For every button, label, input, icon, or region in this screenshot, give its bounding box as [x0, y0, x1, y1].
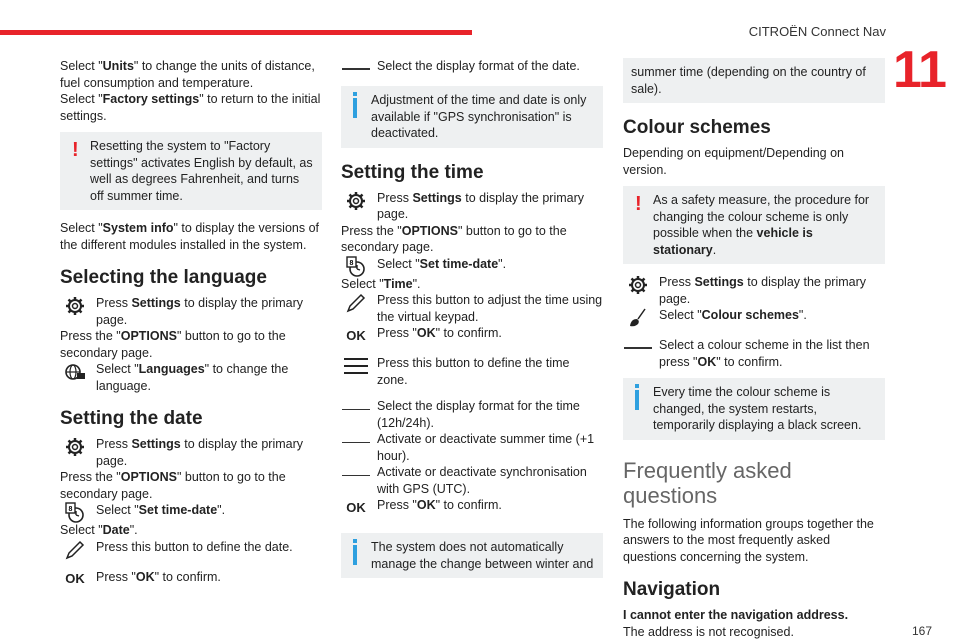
toggle-line-icon: [341, 431, 371, 453]
gear-icon: [60, 436, 90, 458]
ok-icon: OK: [346, 327, 366, 343]
svg-text:8: 8: [349, 259, 354, 267]
time-step-set-time-date: 8 Select "Set time-date".: [341, 256, 603, 276]
date-step-set-time-date: 8 Select "Set time-date".: [60, 502, 322, 522]
date-step-date: Select "Date".: [60, 523, 138, 537]
list-icon: [341, 355, 371, 377]
paragraph-system-info: Select "System info" to display the versions of the different modules installed in the system.: [60, 221, 319, 252]
time-step-summer: Activate or deactivate summer time (+1 hour).: [341, 431, 603, 464]
nav-answer: The address is not recognised.: [623, 624, 794, 639]
time-step-options: Press the "OPTIONS" button to go to the secondary page.: [341, 223, 567, 254]
calendar-icon: [341, 256, 371, 278]
top-accent-bar: [0, 30, 472, 35]
nav-question: I cannot enter the navigation address.: [623, 608, 849, 622]
ok-icon: OK: [346, 499, 366, 515]
step-languages: Select "Languages" to change the language.: [60, 361, 322, 394]
warning-icon: !: [635, 193, 642, 215]
toggle-line-icon: [341, 398, 371, 420]
calendar-icon: [60, 502, 90, 524]
svg-text:8: 8: [68, 506, 73, 513]
format-bar-icon: [623, 337, 653, 359]
pencil-icon: [60, 539, 90, 561]
colour-step-select: Select "Colour schemes".: [623, 307, 885, 327]
page-number: 167: [911, 624, 932, 638]
time-step-format: Select the display format for the time (12h/24h).: [341, 398, 603, 431]
step-date-format: Select the display format of the date.: [341, 58, 603, 78]
ok-icon: OK: [65, 571, 85, 587]
info-icon: [635, 390, 639, 415]
colour-step-settings: Press Settings to display the primary page.: [623, 274, 885, 307]
step-settings: Press Settings to display the primary page.: [60, 295, 322, 328]
info-icon: [353, 98, 357, 123]
heading-navigation: Navigation: [623, 579, 721, 600]
time-step-gps: Activate or deactivate synchronisation with GPS (UTC).: [341, 464, 603, 497]
globe-flag-icon: [60, 361, 90, 383]
gear-icon: [60, 295, 90, 317]
paragraph-units: Select "Units" to change the units of distance, fuel consumption and temperature.: [60, 59, 315, 90]
heading-time: Setting the time: [341, 161, 484, 183]
info-note-colour: Every time the colour scheme is changed, the system restarts, temporarily displaying a black screen.: [623, 378, 885, 440]
brand-header: CITROËN Connect Nav: [748, 24, 886, 39]
heading-faq: Frequently asked questions: [623, 457, 792, 508]
time-step-keypad: Press this button to adjust the time using the virtual keypad.: [341, 292, 603, 325]
colour-intro: Depending on equipment/Depending on version.: [623, 146, 845, 177]
format-bar-icon: [341, 58, 371, 80]
time-step-ok-1: OK Press "OK" to confirm.: [341, 325, 603, 345]
column-1: [60, 58, 322, 589]
date-step-ok: OK Press "OK" to confirm.: [60, 569, 322, 589]
time-step-time: Select "Time".: [341, 276, 421, 291]
info-icon: [353, 545, 357, 570]
time-step-zone: Press this button to define the time zone.: [341, 355, 603, 388]
info-note-summer: The system does not automatically manage the change between winter and: [341, 533, 603, 578]
faq-intro: The following information groups together the answers to the most frequently asked questions concerning the system.: [623, 516, 874, 564]
column-2: [341, 58, 603, 588]
gear-icon: [341, 190, 371, 212]
date-step-settings: Press Settings to display the primary page.: [60, 436, 322, 469]
info-note-gps: Adjustment of the time and date is only available if "GPS synchronisation" is deactivated.: [341, 86, 603, 148]
date-step-options: Press the "OPTIONS" button to go to the secondary page.: [60, 470, 286, 501]
warning-note: ! Resetting the system to "Factory settings" activates English by default, as well as degrees Fahrenheit, and turns off summer time.: [60, 132, 322, 210]
column-3: [623, 58, 885, 640]
gear-icon: [623, 274, 653, 296]
heading-language: Selecting the language: [60, 267, 267, 288]
paragraph-factory: Select "Factory settings" to return to the initial settings.: [60, 92, 321, 123]
heading-date: Setting the date: [60, 408, 203, 429]
date-step-define: Press this button to define the date.: [60, 539, 322, 559]
toggle-line-icon: [341, 464, 371, 486]
colour-step-list: Select a colour scheme in the list then press "OK" to confirm.: [623, 337, 885, 370]
chapter-number: 11: [893, 44, 960, 96]
heading-colour: Colour schemes: [623, 117, 771, 138]
info-note-continued: summer time (depending on the country of sale).: [623, 58, 885, 103]
step-options: Press the "OPTIONS" button to go to the secondary page.: [60, 329, 286, 360]
warning-icon: !: [72, 139, 79, 161]
pencil-icon: [341, 292, 371, 314]
time-step-settings: Press Settings to display the primary page.: [341, 190, 603, 223]
time-step-ok-2: OK Press "OK" to confirm.: [341, 497, 603, 517]
brush-icon: [623, 307, 653, 329]
warning-note-colour: ! As a safety measure, the procedure for changing the colour scheme is only possible when the vehicle is stationary.: [623, 186, 885, 264]
